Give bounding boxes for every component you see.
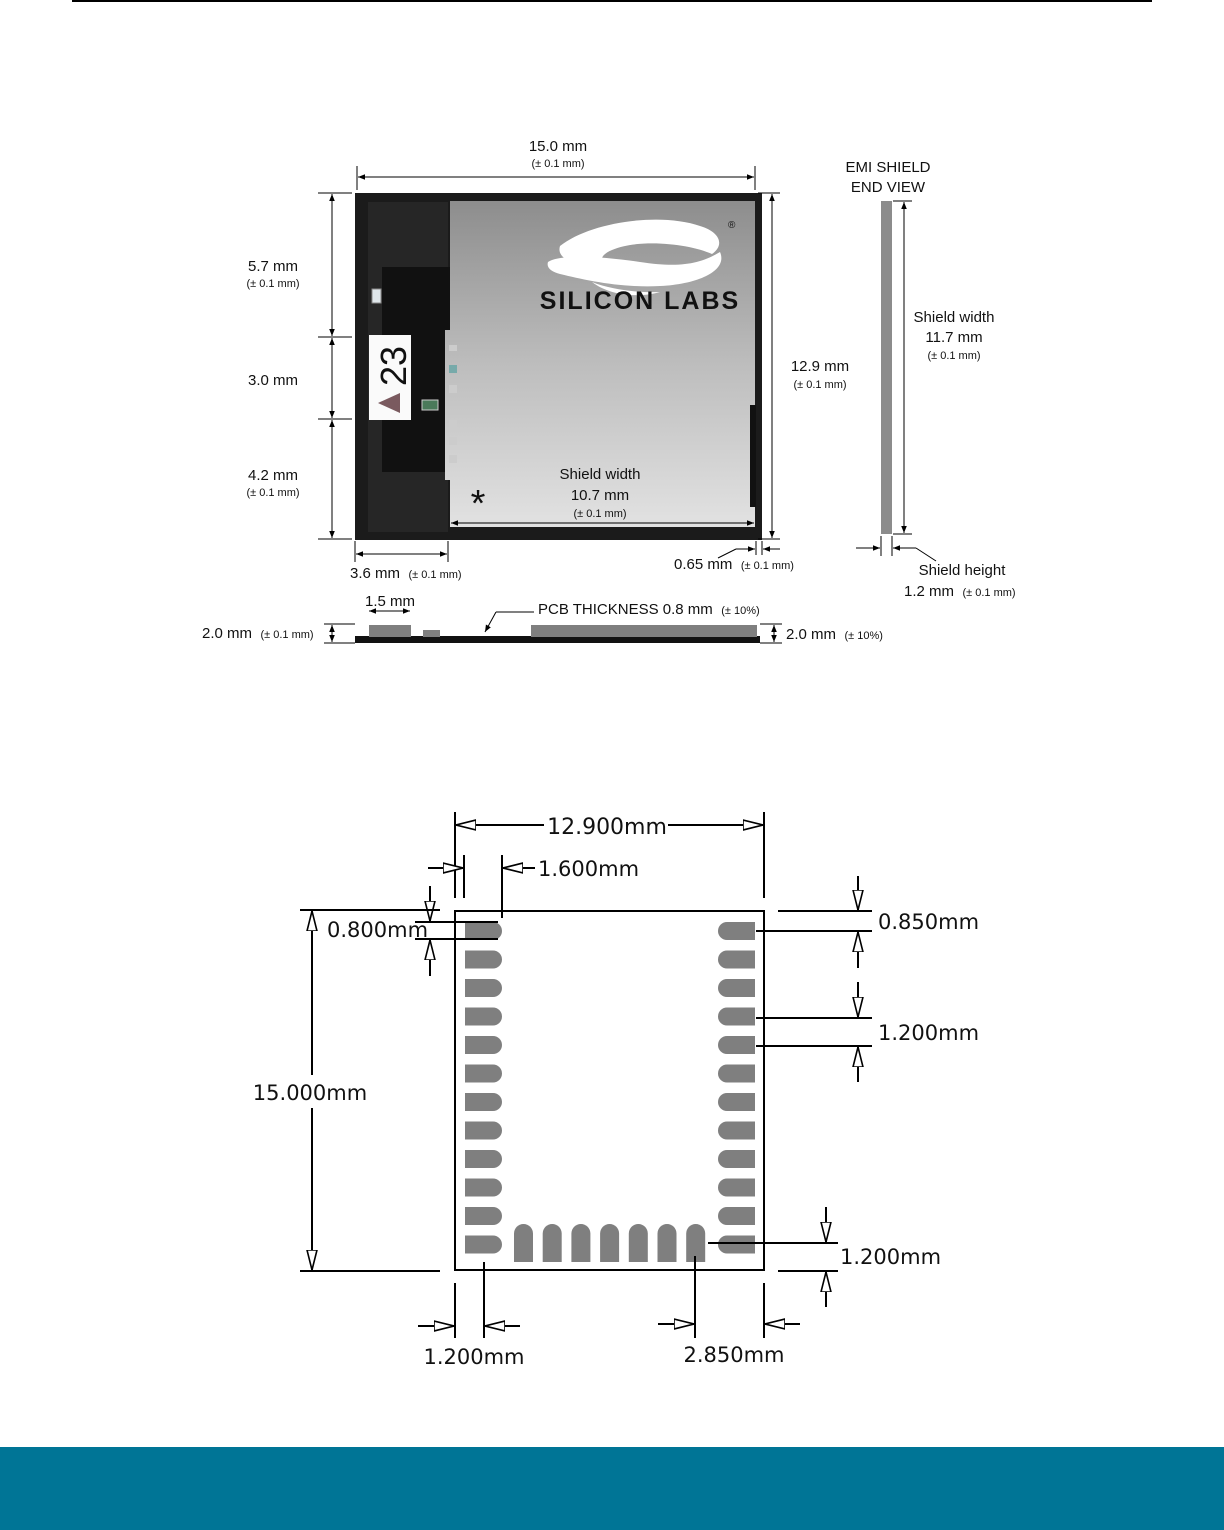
- shield-width-end-tol: (± 0.1 mm): [927, 350, 981, 362]
- fp-pad-offset: 1.600mm: [538, 857, 640, 881]
- pad-bottom: [600, 1224, 619, 1262]
- pad-right: [718, 1036, 755, 1054]
- pad-bottom: [629, 1224, 648, 1262]
- footprint-pads: [465, 922, 755, 1262]
- fp-height: 15.000mm: [252, 1081, 368, 1105]
- footer-band: [0, 1447, 1224, 1530]
- pad-left: [465, 1179, 502, 1197]
- shield-width-top-label: Shield width: [559, 466, 641, 483]
- fp-pitch-right: 1.200mm: [878, 1021, 980, 1045]
- shield-width-top-value: 10.7 mm: [570, 487, 630, 504]
- pad-left: [465, 1150, 502, 1168]
- pad-left: [465, 1065, 502, 1083]
- pad-left: [465, 951, 502, 969]
- dim-5-7-value: 5.7 mm: [247, 258, 299, 275]
- side-view-pcb: [355, 636, 760, 643]
- side-height-right: 2.0 mm (± 10%): [786, 626, 883, 643]
- shield-width-end-value: 11.7 mm: [925, 329, 983, 346]
- pad-right: [718, 1236, 755, 1254]
- emi-shield-label: EMI SHIELD: [845, 159, 931, 176]
- pad-left: [465, 1093, 502, 1111]
- pad-right: [718, 979, 755, 997]
- fp-width: 12.900mm: [547, 815, 667, 840]
- footprint-drawing: [253, 812, 979, 1369]
- pad-right: [718, 1008, 755, 1026]
- pad-left: [465, 1036, 502, 1054]
- pad-bottom: [543, 1224, 562, 1262]
- fp-left-margin: 1.200mm: [423, 1345, 525, 1369]
- fp-pitch-bottom: 1.200mm: [840, 1245, 942, 1269]
- fp-top-gap: 0.850mm: [878, 910, 980, 934]
- fp-pad-width: 0.800mm: [327, 918, 429, 942]
- pad-right: [718, 1122, 755, 1140]
- top-width-tol: (± 0.1 mm): [531, 158, 585, 170]
- pad-right: [718, 1179, 755, 1197]
- dim-4-2-value: 4.2 mm: [247, 467, 299, 484]
- shield-end-view: [881, 201, 892, 534]
- pad-right: [718, 1093, 755, 1111]
- dim-12-9-tol: (± 0.1 mm): [793, 379, 847, 391]
- pad-left: [465, 1122, 502, 1140]
- top-width-value: 15.0 mm: [528, 138, 588, 155]
- shield-height: 1.2 mm (± 0.1 mm): [904, 583, 1016, 600]
- pad-left: [465, 1236, 502, 1254]
- pad-bottom: [514, 1224, 533, 1262]
- end-view-label: END VIEW: [850, 179, 926, 196]
- shield-height-label: Shield height: [918, 562, 1006, 579]
- pcb-thickness: PCB THICKNESS 0.8 mm (± 10%): [538, 601, 760, 618]
- dim-0-65: 0.65 mm (± 0.1 mm): [674, 556, 794, 573]
- fp-bottom-right: 2.850mm: [683, 1343, 785, 1367]
- dim-1-5-value: 1.5 mm: [364, 593, 416, 610]
- logo-registered: ®: [728, 220, 736, 231]
- dim-12-9-value: 12.9 mm: [790, 358, 850, 375]
- pad-right: [718, 1207, 755, 1225]
- pad-left: [465, 922, 502, 940]
- side-height-left: 2.0 mm (± 0.1 mm): [202, 625, 314, 642]
- pad-right: [718, 1150, 755, 1168]
- pad-bottom: [658, 1224, 677, 1262]
- pad-right: [718, 951, 755, 969]
- pin1-asterisk: *: [470, 483, 486, 525]
- shield-width-end-label: Shield width: [913, 309, 995, 326]
- module-drawing: [202, 138, 1016, 643]
- dim-3-6: 3.6 mm (± 0.1 mm): [350, 565, 462, 582]
- pad-left: [465, 1207, 502, 1225]
- pad-bottom: [571, 1224, 590, 1262]
- pad-left: [465, 979, 502, 997]
- dim-4-2-tol: (± 0.1 mm): [246, 487, 300, 499]
- chip-marking-text: 23: [373, 345, 414, 387]
- dim-5-7-tol: (± 0.1 mm): [246, 278, 300, 290]
- pad-right: [718, 922, 755, 940]
- pad-left: [465, 1008, 502, 1026]
- dim-3-0-value: 3.0 mm: [247, 372, 299, 389]
- logo-text: SILICON LABS: [539, 287, 741, 315]
- pad-right: [718, 1065, 755, 1083]
- shield-width-top-tol: (± 0.1 mm): [573, 508, 627, 520]
